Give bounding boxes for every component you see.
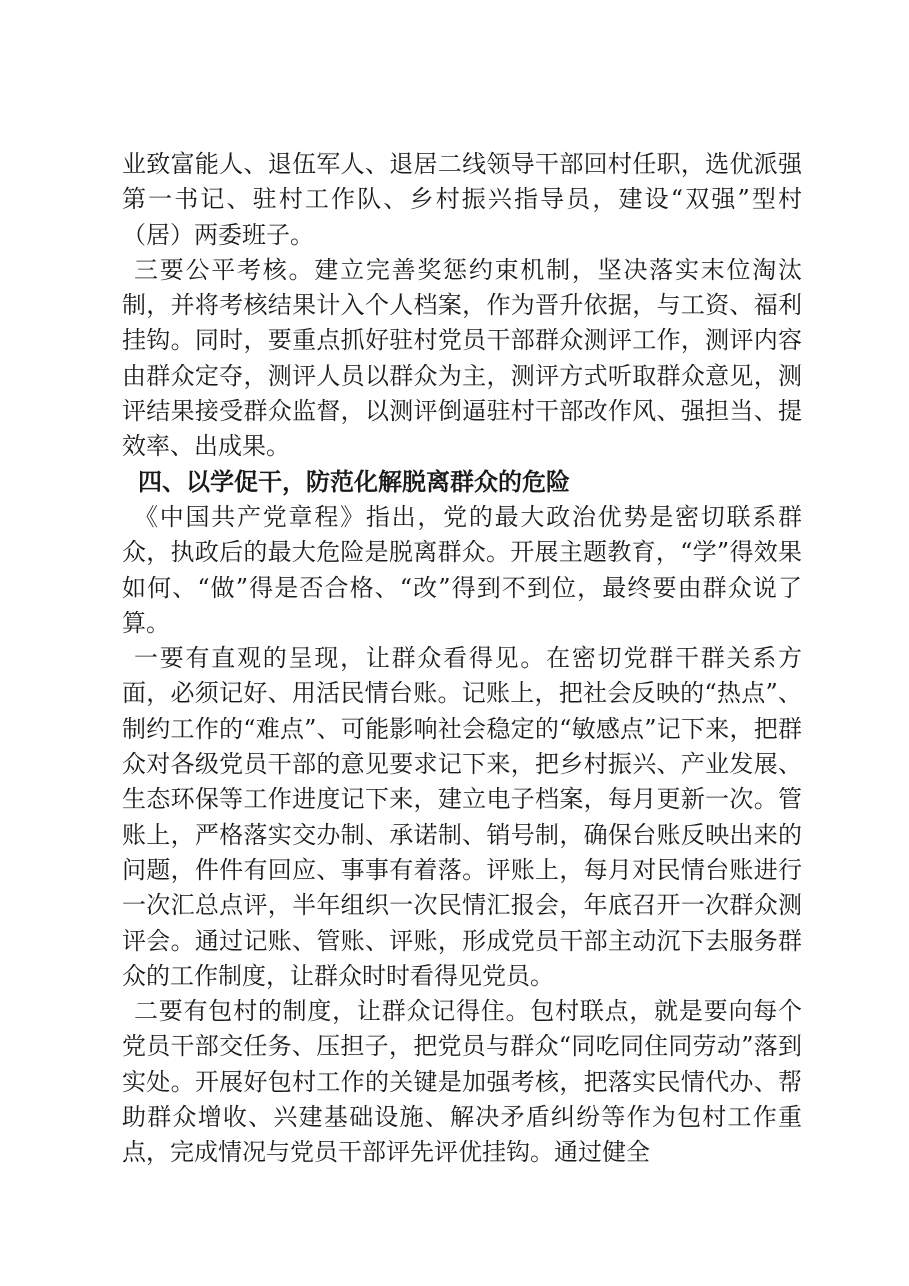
paragraph-party-constitution: 《中国共产党章程》指出，党的最大政治优势是密切联系群众，执政后的最大危险是脱离群众。开展主题教育，“学”得效果如何、“做”得是否合格、“改”得到不到位，最终要由群众说了算。	[122, 502, 802, 637]
paragraph-village-system: 二要有包村的制度，让群众记得住。包村联点，就是要向每个党员干部交任务、压担子，把党员与群众“同吃同住同劳动”落到实处。开展好包村工作的关键是加强考核，把落实民情代办、帮助群众增收、兴建基础设施、解决矛盾纠纷等作为包村工作重点，完成情况与党员干部评先评优挂钩。通过健全	[122, 997, 802, 1167]
paragraph-continuation: 业致富能人、退伍军人、退居二线领导干部回村任职，选优派强第一书记、驻村工作队、乡村振兴指导员，建设“双强”型村（居）两委班子。	[122, 150, 802, 249]
paragraph-visible-presentation: 一要有直观的呈现，让群众看得见。在密切党群干群关系方面，必须记好、用活民情台账。记账上，把社会反映的“热点”、制约工作的“难点”、可能影响社会稳定的“敏感点”记下来，把群众对各级党员干部的意见要求记下来，把乡村振兴、产业发展、生态环保等工作进度记下来，建立电子档案，每月更新一次。管账上，严格落实交办制、承诺制、销号制，确保台账反映出来的问题，件件有回应、事事有着落。评账上，每月对民情台账进行一次汇总点评，半年组织一次民情汇报会，年底召开一次群众测评会。通过记账、管账、评账，形成党员干部主动沉下去服务群众的工作制度，让群众时时看得见党员。	[122, 644, 802, 990]
section-heading: 四、以学促干，防范化解脱离群众的危险	[138, 467, 570, 496]
paragraph-fair-assessment: 三要公平考核。建立完善奖惩约束机制，坚决落实末位淘汰制，并将考核结果计入个人档案，作为晋升依据，与工资、福利挂钩。同时，要重点抓好驻村党员干部群众测评工作，测评内容由群众定夺，测评人员以群众为主，测评方式听取群众意见，测评结果接受群众监督，以测评倒逼驻村干部改作风、强担当、提效率、出成果。	[122, 255, 802, 461]
document-body	[122, 147, 802, 1171]
